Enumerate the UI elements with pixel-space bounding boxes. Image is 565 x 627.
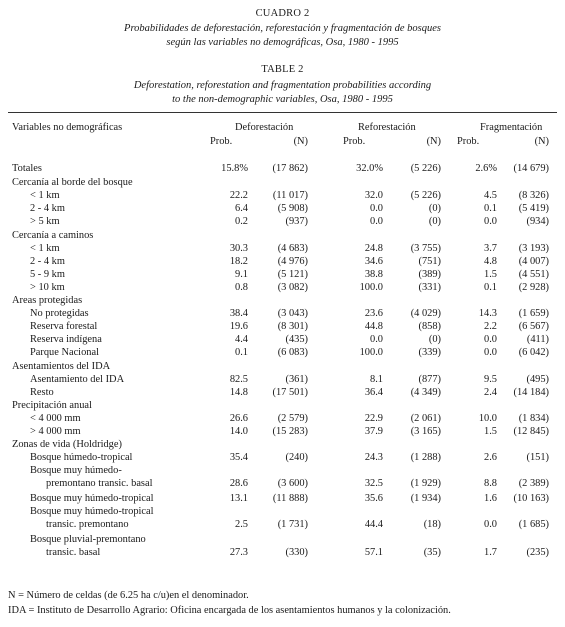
- deforestation-prob-cell: 15.8%: [221, 163, 248, 174]
- fragmentation-n-cell: (6 567): [518, 321, 549, 333]
- fragmentation-n-header: (N): [534, 136, 549, 147]
- fragmentation-n-cell: (3 193): [518, 242, 549, 254]
- deforestation-prob-cell: 27.3: [229, 546, 248, 558]
- deforestation-n-cell: (8 301): [277, 321, 308, 333]
- row-label: Bosque muy húmedo-: [30, 465, 122, 477]
- deforestation-prob-cell: 82.5: [229, 373, 248, 385]
- fragmentation-n-cell: (14 184): [513, 386, 549, 398]
- deforestation-n-cell: (11 888): [272, 493, 308, 504]
- deforestation-prob-cell: 0.2: [235, 216, 248, 228]
- deforestation-prob-cell: 35.4: [229, 452, 248, 464]
- reforestation-prob-cell: 32.0: [364, 190, 383, 202]
- fragmentation-n-cell: (151): [526, 452, 549, 464]
- fragmentation-n-cell: (495): [526, 373, 549, 385]
- fragmentation-n-cell: (1 834): [518, 412, 549, 424]
- reforestation-prob-cell: 100.0: [359, 281, 383, 293]
- reforestation-prob-cell: 0.0: [370, 203, 383, 215]
- deforestation-n-cell: (6 083): [277, 347, 308, 359]
- row-label: Precipitación anual: [12, 399, 92, 411]
- table-caption-line-2: to the non-demographic variables, Osa, 1980 - 1995: [172, 94, 393, 105]
- deforestation-prob-cell: 2.5: [235, 519, 248, 531]
- fragmentation-n-cell: (6 042): [518, 347, 549, 359]
- fragmentation-prob-cell: 2.6: [484, 452, 497, 464]
- fragmentation-prob-cell: 4.8: [484, 255, 497, 267]
- fragmentation-prob-cell: 0.0: [484, 216, 497, 228]
- row-label: No protegidas: [30, 308, 89, 320]
- row-label: Resto: [30, 386, 54, 398]
- reforestation-prob-cell: 0.0: [370, 216, 383, 228]
- fragmentation-column-header: Fragmentación: [480, 122, 543, 133]
- reforestation-n-cell: (0): [428, 216, 441, 228]
- row-label: < 1 km: [30, 242, 60, 254]
- reforestation-n-cell: (877): [418, 373, 441, 385]
- deforestation-prob-header: Prob.: [210, 136, 233, 147]
- deforestation-n-cell: (5 121): [277, 268, 308, 280]
- fragmentation-prob-cell: 8.8: [484, 478, 497, 490]
- row-label-continued: transic. premontano: [46, 519, 129, 531]
- reforestation-n-cell: (3 165): [410, 426, 441, 437]
- deforestation-n-cell: (3 600): [277, 478, 308, 490]
- deforestation-prob-cell: 28.6: [229, 478, 248, 490]
- reforestation-column-header: Reforestación: [358, 122, 416, 133]
- deforestation-n-cell: (3 082): [277, 281, 308, 293]
- reforestation-n-cell: (751): [418, 255, 441, 267]
- deforestation-n-cell: (240): [285, 452, 308, 464]
- fragmentation-n-cell: (2 389): [518, 478, 549, 490]
- fragmentation-prob-cell: 9.5: [484, 373, 497, 385]
- reforestation-prob-cell: 100.0: [359, 347, 383, 359]
- reforestation-prob-cell: 32.0%: [356, 163, 383, 174]
- deforestation-n-cell: (330): [285, 546, 308, 558]
- table-label: TABLE 2: [261, 64, 304, 75]
- top-rule: [8, 112, 557, 113]
- reforestation-prob-cell: 24.3: [364, 452, 383, 464]
- reforestation-n-cell: (35): [423, 546, 441, 558]
- reforestation-prob-cell: 0.0: [370, 334, 383, 346]
- deforestation-n-cell: (11 017): [272, 190, 308, 202]
- deforestation-prob-cell: 6.4: [235, 203, 248, 215]
- row-label: > 5 km: [30, 216, 60, 228]
- deforestation-prob-cell: 19.6: [229, 321, 248, 333]
- reforestation-prob-cell: 44.8: [364, 321, 383, 333]
- fragmentation-prob-cell: 3.7: [484, 242, 497, 254]
- row-label: > 4 000 mm: [30, 426, 81, 437]
- reforestation-n-cell: (1 929): [410, 478, 441, 490]
- fragmentation-prob-cell: 0.0: [484, 519, 497, 531]
- deforestation-n-cell: (3 043): [277, 308, 308, 320]
- deforestation-n-cell: (435): [285, 334, 308, 346]
- reforestation-n-cell: (389): [418, 268, 441, 280]
- fragmentation-prob-cell: 2.6%: [475, 163, 497, 174]
- footnote-ida: IDA = Instituto de Desarrollo Agrario: Oficina encargada de los asentamientos humanos y la colonización.: [8, 605, 451, 616]
- row-label: < 1 km: [30, 190, 60, 202]
- reforestation-n-cell: (331): [418, 281, 441, 293]
- deforestation-n-cell: (4 976): [277, 255, 308, 267]
- row-label: Bosque húmedo-tropical: [30, 452, 133, 464]
- deforestation-prob-cell: 30.3: [229, 242, 248, 254]
- fragmentation-prob-cell: 14.3: [478, 308, 497, 320]
- deforestation-prob-cell: 13.1: [229, 493, 248, 504]
- fragmentation-prob-cell: 0.0: [484, 334, 497, 346]
- fragmentation-prob-cell: 4.5: [484, 190, 497, 202]
- reforestation-n-cell: (5 226): [410, 163, 441, 174]
- row-label: 2 - 4 km: [30, 255, 65, 267]
- deforestation-prob-cell: 18.2: [229, 255, 248, 267]
- cuadro-caption-line-2: según las variables no demográficas, Osa, 1980 - 1995: [166, 37, 399, 48]
- reforestation-n-cell: (0): [428, 203, 441, 215]
- fragmentation-n-cell: (14 679): [513, 163, 549, 174]
- reforestation-prob-cell: 44.4: [364, 519, 383, 531]
- reforestation-n-cell: (1 288): [410, 452, 441, 464]
- fragmentation-prob-cell: 0.1: [484, 203, 497, 215]
- deforestation-n-header: (N): [293, 136, 308, 147]
- reforestation-prob-cell: 24.8: [364, 242, 383, 254]
- row-label: Asentamientos del IDA: [12, 360, 111, 372]
- row-label-continued: premontano transic. basal: [46, 478, 153, 490]
- row-label: Zonas de vida (Holdridge): [12, 439, 122, 451]
- fragmentation-n-cell: (2 928): [518, 281, 549, 293]
- fragmentation-n-cell: (10 163): [513, 493, 549, 504]
- reforestation-n-cell: (18): [423, 519, 441, 531]
- cuadro-caption-line-1: Probabilidades de deforestación, reforestación y fragmentación de bosques: [124, 23, 441, 34]
- deforestation-column-header: Deforestación: [235, 122, 294, 133]
- variables-column-header: Variables no demográficas: [12, 122, 123, 133]
- row-label-continued: transic. basal: [46, 546, 101, 558]
- footnote-n: N = Número de celdas (de 6.25 ha c/u)en el denominador.: [8, 590, 249, 601]
- fragmentation-prob-cell: 1.5: [484, 268, 497, 280]
- reforestation-prob-cell: 8.1: [370, 373, 383, 385]
- deforestation-n-cell: (937): [285, 216, 308, 228]
- fragmentation-prob-cell: 1.6: [484, 493, 497, 504]
- deforestation-n-cell: (17 501): [272, 386, 308, 398]
- reforestation-n-cell: (5 226): [410, 190, 441, 202]
- deforestation-n-cell: (17 862): [272, 163, 308, 174]
- deforestation-prob-cell: 4.4: [235, 334, 248, 346]
- reforestation-n-cell: (0): [428, 334, 441, 346]
- deforestation-n-cell: (5 908): [277, 203, 308, 215]
- fragmentation-n-cell: (1 659): [518, 308, 549, 320]
- deforestation-n-cell: (2 579): [277, 412, 308, 424]
- reforestation-n-cell: (858): [418, 321, 441, 333]
- row-label: 2 - 4 km: [30, 203, 65, 215]
- fragmentation-n-cell: (12 845): [513, 426, 549, 437]
- deforestation-prob-cell: 26.6: [229, 412, 248, 424]
- fragmentation-prob-cell: 10.0: [478, 412, 497, 424]
- row-label: Areas protegidas: [12, 295, 83, 306]
- row-label: Reserva forestal: [30, 321, 98, 333]
- reforestation-n-cell: (4 349): [410, 386, 441, 398]
- reforestation-prob-cell: 35.6: [364, 493, 383, 504]
- reforestation-prob-cell: 38.8: [364, 268, 383, 280]
- deforestation-prob-cell: 14.8: [229, 386, 248, 398]
- deforestation-n-cell: (15 283): [272, 426, 308, 437]
- row-label: Parque Nacional: [30, 347, 99, 359]
- reforestation-n-header: (N): [426, 136, 441, 147]
- reforestation-n-cell: (1 934): [410, 493, 441, 504]
- fragmentation-n-cell: (235): [526, 546, 549, 558]
- reforestation-prob-header: Prob.: [343, 136, 366, 147]
- deforestation-prob-cell: 38.4: [229, 308, 248, 320]
- table-caption-line-1: Deforestation, reforestation and fragmentation probabilities according: [133, 80, 432, 91]
- reforestation-prob-cell: 34.6: [364, 255, 383, 267]
- deforestation-n-cell: (1 731): [277, 519, 308, 531]
- fragmentation-prob-cell: 1.5: [484, 426, 497, 437]
- deforestation-n-cell: (361): [285, 373, 308, 385]
- reforestation-prob-cell: 36.4: [364, 386, 383, 398]
- row-label: < 4 000 mm: [30, 412, 81, 424]
- fragmentation-prob-cell: 2.2: [484, 321, 497, 333]
- reforestation-n-cell: (2 061): [410, 412, 441, 424]
- fragmentation-n-cell: (1 685): [518, 519, 549, 531]
- fragmentation-n-cell: (4 551): [518, 268, 549, 280]
- fragmentation-n-cell: (934): [526, 216, 549, 228]
- deforestation-prob-cell: 0.1: [235, 347, 248, 359]
- row-label: Bosque muy húmedo-tropical: [30, 493, 154, 504]
- fragmentation-n-cell: (5 419): [518, 203, 549, 215]
- fragmentation-prob-cell: 0.0: [484, 347, 497, 359]
- reforestation-prob-cell: 23.6: [364, 308, 383, 320]
- reforestation-prob-cell: 57.1: [364, 546, 383, 558]
- row-label: Totales: [12, 163, 42, 174]
- row-label: Asentamiento del IDA: [30, 373, 125, 385]
- fragmentation-prob-cell: 1.7: [484, 546, 497, 558]
- cuadro-label: CUADRO 2: [255, 8, 310, 19]
- row-label: 5 - 9 km: [30, 268, 65, 280]
- reforestation-prob-cell: 32.5: [364, 478, 383, 490]
- row-label: Bosque muy húmedo-tropical: [30, 506, 154, 518]
- row-label: Cercanía al borde del bosque: [12, 177, 133, 189]
- reforestation-n-cell: (4 029): [410, 308, 441, 320]
- row-label: Reserva indígena: [30, 334, 102, 346]
- reforestation-prob-cell: 22.9: [364, 412, 383, 424]
- deforestation-prob-cell: 0.8: [235, 281, 248, 293]
- row-label: > 10 km: [30, 281, 65, 293]
- deforestation-prob-cell: 9.1: [235, 268, 248, 280]
- deforestation-prob-cell: 22.2: [229, 190, 248, 202]
- fragmentation-n-cell: (411): [526, 334, 549, 346]
- row-label: Cercanía a caminos: [12, 229, 94, 241]
- fragmentation-prob-cell: 0.1: [484, 281, 497, 293]
- deforestation-prob-cell: 14.0: [229, 426, 248, 437]
- reforestation-prob-cell: 37.9: [364, 426, 383, 437]
- fragmentation-n-cell: (8 326): [518, 190, 549, 202]
- fragmentation-prob-cell: 2.4: [484, 386, 497, 398]
- fragmentation-prob-header: Prob.: [457, 136, 480, 147]
- reforestation-n-cell: (339): [418, 347, 441, 359]
- deforestation-n-cell: (4 683): [277, 242, 308, 254]
- reforestation-n-cell: (3 755): [410, 242, 441, 254]
- fragmentation-n-cell: (4 007): [518, 255, 549, 267]
- row-label: Bosque pluvial-premontano: [30, 533, 146, 545]
